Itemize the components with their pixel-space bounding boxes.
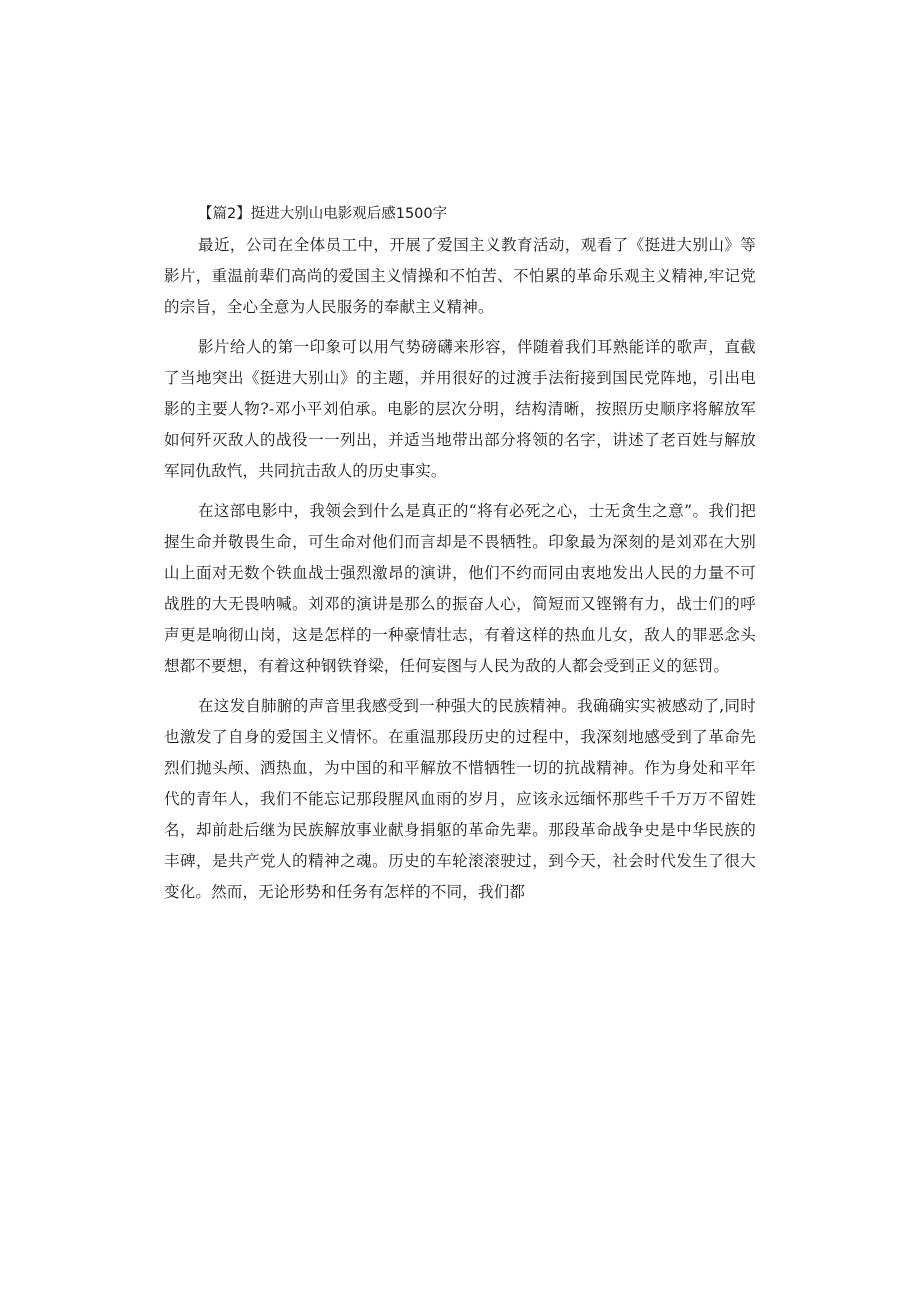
paragraph-4: 在这发自肺腑的声音里我感受到一种强大的民族精神。我确确实实被感动了,同时也激发了自身的爱国主义情怀。在重温那段历史的过程中，我深刻地感受到了革命先烈们抛头颅、洒热血，为中国的和平解放不惜牺牲一切的抗战精神。作为身处和平年代的青年人，我们不能忘记那段腥风血雨的岁月，应该永远缅怀那些千千万万不留姓名，却前赴后继为民族解放事业献身捐躯的革命先辈。那段革命战争史是中华民族的丰碑，是共产党人的精神之魂。历史的车轮滚滚驶过，到今天，社会时代发生了很大变化。然而，无论形势和任务有怎样的不同，我们都 (164, 697, 756, 901)
section-heading: 【篇2】挺进大别山电影观后感1500字 (198, 206, 448, 222)
paragraph-1: 最近，公司在全体员工中，开展了爱国主义教育活动，观看了《挺进大别山》等影片，重温前辈们高尚的爱国主义情操和不怕苦、不怕累的革命乐观主义精神,牢记党的宗旨，全心全意为人民服务的奉献主义精神。 (164, 236, 756, 316)
document-body (164, 204, 756, 917)
paragraph-3: 在这部电影中，我领会到什么是真正的“将有必死之心，士无贪生之意”。我们把握生命并敬畏生命，可生命对他们而言却是不畏牺牲。印象最为深刻的是刘邓在大别山上面对无数个铁血战士强烈激昂的演讲，他们不约而同由衷地发出人民的力量不可战胜的大无畏呐喊。刘邓的演讲是那么的振奋人心，简短而又铿锵有力，战士们的呼声更是响彻山岗，这是怎样的一种豪情壮志，有着这样的热血儿女，敌人的罪恶念头想都不要想，有着这种钢铁脊梁，任何妄图与人民为敌的人都会受到正义的惩罚。 (164, 502, 756, 675)
paragraph-2: 影片给人的第一印象可以用气势磅礴来形容，伴随着我们耳熟能详的歌声，直截了当地突出《挺进大别山》的主题，并用很好的过渡手法衔接到国民党阵地，引出电影的主要人物?-邓小平刘伯承。电影的层次分明，结构清晰，按照历史顺序将解放军如何歼灭敌人的战役一一列出，并适当地带出部分将领的名字，讲述了老百姓与解放军同仇敌忾，共同抗击敌人的历史事实。 (164, 338, 756, 480)
